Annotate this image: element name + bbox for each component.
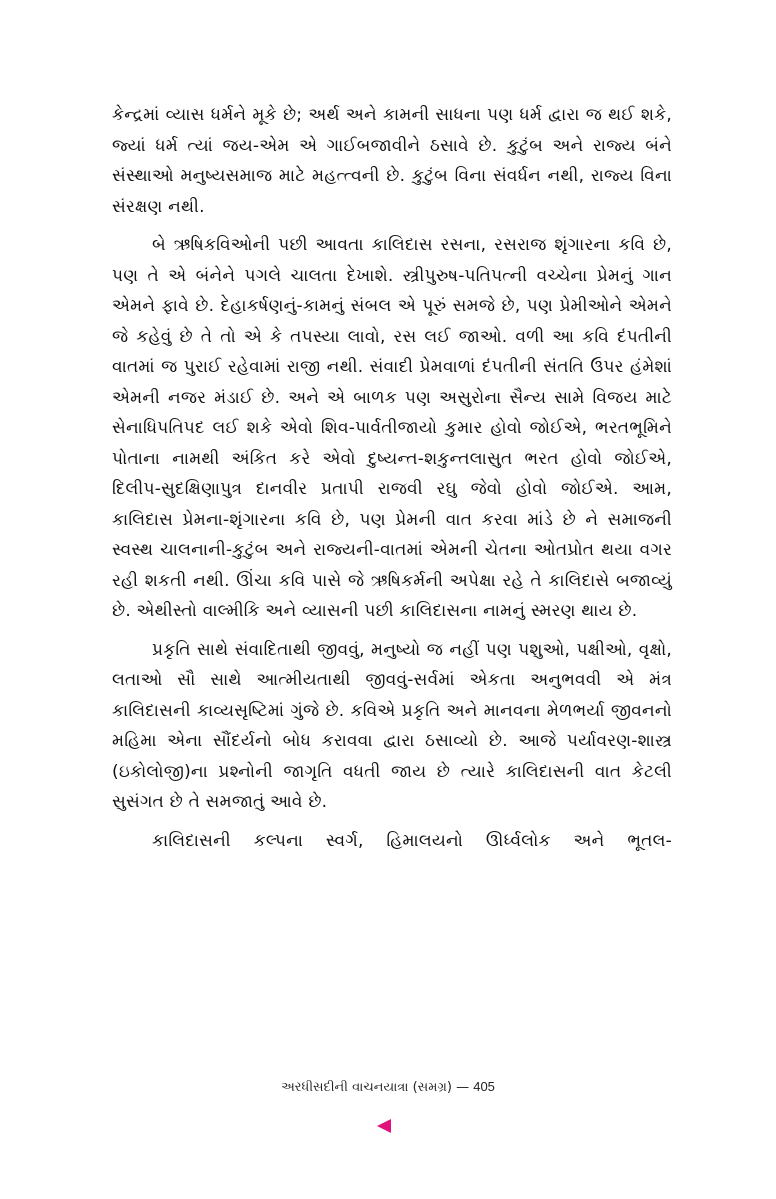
page-footer <box>0 1079 776 1095</box>
paragraph-4: કાલિદાસની કલ્પના સ્વર્ગ, હિમાલયનો ઊર્ધ્વલોક અને ભૂતલ- <box>152 830 672 851</box>
page-number: 405 <box>473 1079 495 1094</box>
previous-page-arrow-icon[interactable] <box>377 1119 391 1133</box>
footer-separator: — <box>456 1080 470 1095</box>
running-title: અરધીસદીની વાચનયાત્રા (સમગ્ર) <box>281 1080 452 1095</box>
paragraph-3: પ્રકૃતિ સાથે સંવાદિતાથી જીવવું, મનુષ્યો જ નહીં પણ પશુઓ, પક્ષીઓ, વૃક્ષો, લતાઓ સૌ સાથે આત્મીયતાથી જીવવું-સર્વમાં એકતા અનુભવવી એ મંત્ર કાલિદાસની કાવ્યસૃષ્ટિમાં ગુંજે છે. કવિએ પ્રકૃતિ અને માનવના મેળભર્યા જીવનનો મહિમા એના સૌંદર્યનો બોધ કરાવવા દ્વારા ઠસાવ્યો છે. આજે પર્યાવરણ-શાસ્ત્ર (ઇકોલોજી)ના પ્રશ્નોની જાગૃતિ વધતી જાય છે ત્યારે કાલિદાસની વાત કેટલી સુસંગત છે તે સમજાતું આવે છે. <box>112 639 672 812</box>
paragraph-2: બે ઋષિકવિઓની પછી આવતા કાલિદાસ રસના, રસરાજ શૃંગારના કવિ છે, પણ તે એ બંનેને પગલે ચાલતા દેખાશે. સ્ત્રીપુરુષ-પતિપત્ની વચ્ચેના પ્રેમનું ગાન એમને ફાવે છે. દેહાકર્ષણનું-કામનું સંબલ એ પૂરું સમજે છે, પણ પ્રેમીઓને એમને જે કહેવું છે તે તો એ કે તપસ્યા લાવો, રસ લઈ જાઓ. વળી આ કવિ દંપતીની વાતમાં જ પુરાઈ રહેવામાં રાજી નથી. સંવાદી પ્રેમવાળાં દંપતીની સંતતિ ઉપર હંમેશાં એમની નજર મંડાઈ છે. અને એ બાળક પણ અસુરોના સૈન્ય સામે વિજય માટે સેનાધિપતિપદ લઈ શકે એવો શિવ-પાર્વતીજાયો કુમાર હોવો જોઈએ, ભરતભૂમિને પોતાના નામથી અંકિત કરે એવો દુષ્યન્ત-શકુન્તલાસુત ભરત હોવો જોઈએ, દિલીપ-સુદક્ષિણાપુત્ર દાનવીર પ્રતાપી રાજવી રઘુ જેવો હોવો જોઈએ. આમ, કાલિદાસ પ્રેમના-શૃંગારના કવિ છે, પણ પ્રેમની વાત કરવા માંડે છે ને સમાજની સ્વસ્થ ચાલનાની-કુટુંબ અને રાજ્યની-વાતમાં એમની ચેતના ઓતપ્રોત થયા વગર રહી શકતી નથી. ઊંચા કવિ પાસે જે ઋષિકર્મની અપેક્ષા રહે તે કાલિદાસે બજાવ્યું છે. એથીસ્તો વાલ્મીકિ અને વ્યાસની પછી કાલિદાસના નામનું સ્મરણ થાય છે. <box>112 235 672 621</box>
paragraph-1: કેન્દ્રમાં વ્યાસ ધર્મને મૂકે છે; અર્થ અને કામની સાધના પણ ધર્મ દ્વારા જ થઈ શકે, જ્યાં ધર્મ ત્યાં જય-એમ એ ગાઈબજાવીને ઠસાવે છે. કુટુંબ અને રાજ્ય બંને સંસ્થાઓ મનુષ્યસમાજ માટે મહત્ત્વની છે. કુટુંબ વિના સંવર્ધન નથી, રાજ્ય વિના સંરક્ષણ નથી. <box>112 105 672 217</box>
page-body <box>112 100 672 864</box>
